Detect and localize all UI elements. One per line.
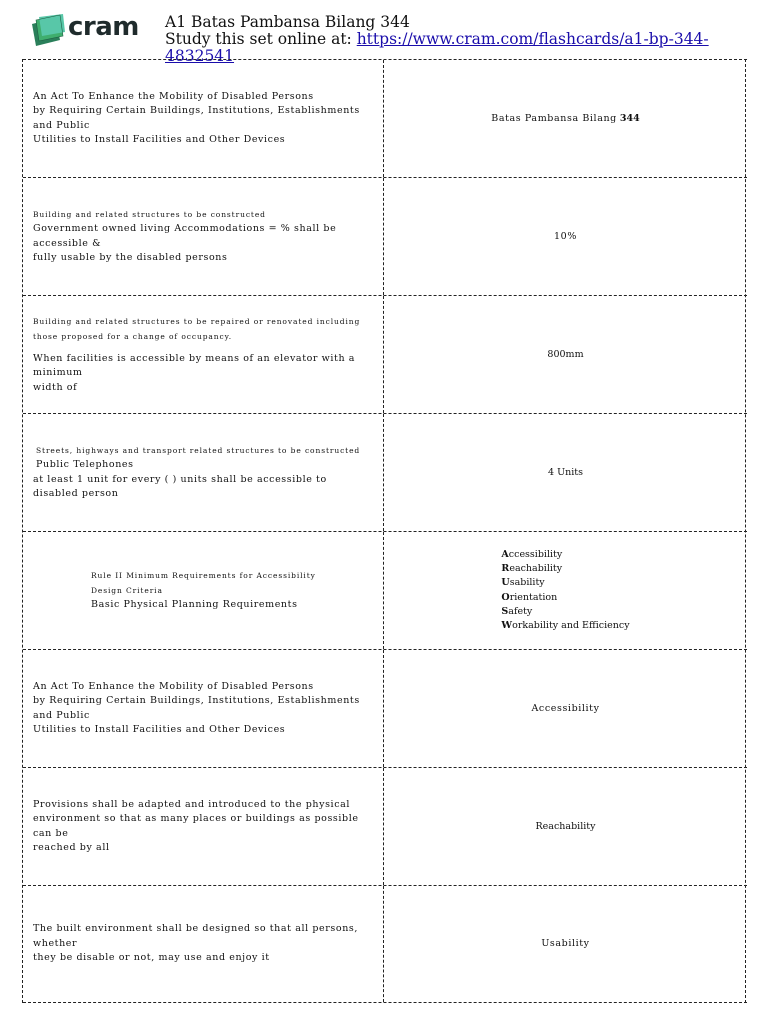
question-line: by Requiring Certain Buildings, Institutions, Establishments and Public — [33, 695, 360, 721]
flashcard-row — [23, 59, 747, 177]
acronym-letter: R — [501, 563, 510, 575]
study-link[interactable]: https://www.cram.com/flashcards/a1-bp-344-4832541 — [165, 30, 709, 65]
answer-text: Accessibility — [531, 702, 600, 714]
card-question — [33, 768, 371, 885]
question-line: Utilities to Install Facilities and Other Devices — [33, 724, 286, 735]
card-answer — [384, 532, 747, 649]
flashcard-row — [23, 885, 747, 1003]
question-line: Utilities to Install Facilities and Other Devices — [33, 134, 286, 145]
card-answer — [384, 296, 747, 413]
acronym-item — [501, 562, 629, 576]
card-question — [33, 296, 371, 413]
answer-text: 800mm — [547, 348, 584, 360]
acronym-item — [501, 591, 629, 605]
question-line: Provisions shall be adapted and introduced to the physical — [33, 798, 351, 810]
question-subheading: Building and related structures to be repaired or renovated including those proposed for a change of occupancy. — [33, 316, 361, 341]
flashcard-sheet — [22, 59, 746, 1003]
answer-text: 10% — [554, 230, 577, 242]
acronym-list — [501, 548, 629, 633]
question-subheading: Design Criteria — [91, 586, 163, 596]
card-answer — [384, 768, 747, 885]
question-line: width of — [33, 381, 78, 393]
question-line: Basic Physical Planning Requirements — [91, 599, 298, 611]
acronym-rest: sability — [509, 577, 545, 589]
card-question — [33, 886, 371, 1002]
question-line: The built environment shall be designed so that all persons, whether — [33, 923, 359, 949]
acronym-item — [501, 576, 629, 590]
acronym-letter: O — [501, 591, 510, 603]
card-question — [33, 414, 371, 531]
acronym-item — [501, 548, 629, 562]
title-block — [165, 14, 768, 65]
acronym-letter: U — [501, 577, 510, 589]
question-line: by Requiring Certain Buildings, Institutions, Establishments and Public — [33, 105, 360, 131]
acronym-rest: afety — [508, 605, 533, 617]
question-subheading: Streets, highways and transport related structures to be constructed — [36, 446, 361, 456]
flashcard-row — [23, 531, 747, 649]
question-line: When facilities is accessible by means of an elevator with a minimum — [33, 352, 356, 379]
card-question — [33, 532, 371, 649]
question-line: reached by all — [33, 842, 110, 853]
question-subheading: Rule II Minimum Requirements for Accessibility — [91, 571, 316, 581]
acronym-item — [501, 619, 629, 633]
page-header — [0, 0, 768, 65]
question-line: An Act To Enhance the Mobility of Disabled Persons — [33, 680, 314, 692]
card-answer — [384, 60, 747, 177]
flashcard-row — [23, 295, 747, 413]
card-question — [33, 178, 371, 295]
acronym-item — [501, 605, 629, 619]
card-question — [33, 650, 371, 767]
acronym-letter: A — [501, 548, 509, 560]
page-title: A1 Batas Pambansa Bilang 344 — [165, 13, 410, 31]
flashcard-row — [23, 649, 747, 767]
acronym-rest: rientation — [509, 591, 558, 603]
answer-text: 4 Units — [548, 466, 583, 478]
study-prefix: Study this set online at: — [165, 30, 357, 48]
acronym-letter: S — [501, 605, 509, 617]
card-question — [33, 60, 371, 177]
question-line: Public Telephones — [36, 459, 134, 471]
card-answer — [384, 178, 747, 295]
answer-bold: 344 — [619, 112, 640, 124]
acronym-rest: eachability — [509, 563, 563, 575]
question-line: at least 1 unit for every ( ) units shall be accessible to disabled person — [33, 473, 327, 500]
acronym-rest: orkability and Efficiency — [512, 619, 630, 631]
question-line: environment so that as many places or buildings as possible can be — [33, 813, 359, 839]
logo-wordmark: cram — [68, 12, 139, 42]
card-answer — [384, 650, 747, 767]
flashcard-row — [23, 413, 747, 531]
question-line: Government owned living Accommodations = % shall be accessible & — [33, 223, 337, 249]
question-line: they be disable or not, may use and enjoy it — [33, 952, 270, 964]
question-subheading: Building and related structures to be constructed — [33, 210, 266, 220]
flashcard-row — [23, 767, 747, 885]
cram-logo-icon — [30, 14, 70, 50]
question-line: An Act To Enhance the Mobility of Disabled Persons — [33, 90, 314, 102]
cram-logo[interactable] — [30, 14, 140, 50]
answer-text: Batas Pambansa Bilang — [491, 112, 617, 124]
flashcard-row — [23, 177, 747, 295]
card-answer — [384, 886, 747, 1002]
acronym-rest: ccessibility — [508, 548, 563, 560]
card-answer — [384, 414, 747, 531]
acronym-letter: W — [501, 619, 513, 631]
question-line: fully usable by the disabled persons — [33, 252, 228, 264]
answer-text: Reachability — [535, 820, 596, 832]
answer-text: Usability — [541, 938, 590, 949]
